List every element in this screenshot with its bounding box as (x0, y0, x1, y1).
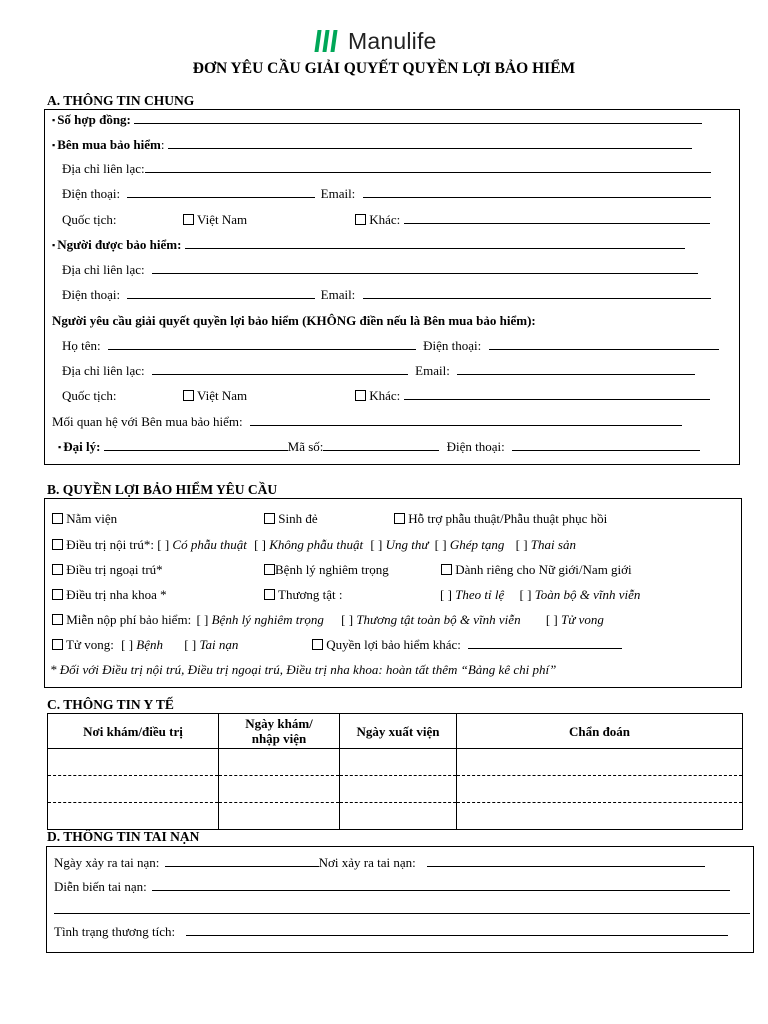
surgery-support-label: Hỗ trợ phẫu thuật/Phẫu thuật phục hồi (408, 511, 608, 526)
owner-vietnam-label: Việt Nam (197, 212, 248, 227)
insured-label: Người được bảo hiểm: (57, 237, 182, 252)
disability-checkbox[interactable] (264, 589, 275, 600)
insured-address-label: Địa chỉ liên lạc: (62, 262, 145, 277)
other-benefit-checkbox[interactable] (312, 639, 323, 650)
benefit-note: * Đối với Điều trị nội trú, Điều trị ngoại trú, Điều trị nha khoa: hoàn tất thêm “Bảng kê chi phí” (50, 662, 557, 677)
other-benefit-label: Quyền lợi bảo hiểm khác: (326, 637, 461, 652)
hospitalization-checkbox[interactable] (52, 513, 63, 524)
bullet: ▪ (52, 115, 56, 125)
column-header: Chẩn đoán (457, 714, 743, 749)
other-benefit-field[interactable] (468, 637, 622, 649)
column-header: Ngày xuất viện (340, 714, 457, 749)
owner-nationality-label: Quốc tịch: (62, 212, 117, 227)
policy-owner-label: Bên mua bảo hiểm (57, 137, 161, 152)
accident-details-field[interactable] (152, 879, 730, 891)
inpatient-checkbox[interactable] (52, 539, 63, 550)
table-cell[interactable] (340, 776, 457, 803)
relationship-field[interactable] (250, 414, 682, 426)
claimant-vietnam-label: Việt Nam (197, 388, 248, 403)
claimant-email-label: Email: (415, 363, 450, 378)
owner-other-nationality-checkbox[interactable] (355, 214, 366, 225)
death-illness-bracket[interactable]: [ ] (121, 637, 134, 652)
without-surgery-bracket[interactable]: [ ] (254, 537, 266, 552)
section-d-heading: D. THÔNG TIN TAI NẠN (47, 829, 200, 844)
contract-no-field[interactable] (134, 112, 702, 124)
table-cell[interactable] (340, 803, 457, 830)
agent-field[interactable] (104, 439, 288, 451)
logo-mark-bar (330, 30, 337, 52)
table-cell[interactable] (457, 803, 743, 830)
claimant-name-label: Họ tên: (62, 338, 101, 353)
gender-specific-checkbox[interactable] (441, 564, 452, 575)
owner-phone-field[interactable] (127, 186, 315, 198)
cancer-label: Ung thư (385, 537, 429, 552)
agent-label: Đại lý: (63, 439, 101, 454)
logo-text: Manulife (348, 27, 437, 54)
claimant-other-label: Khác: (369, 388, 401, 403)
accident-place-field[interactable] (427, 855, 705, 867)
death-accident-label: Tai nạn (199, 637, 239, 652)
outpatient-label: Điều trị ngoại trú* (66, 562, 163, 577)
claimant-nationality-label: Quốc tịch: (62, 388, 117, 403)
claimant-phone-label: Điện thoại: (423, 338, 482, 353)
accident-date-field[interactable] (165, 855, 319, 867)
dental-label: Điều trị nha khoa * (66, 587, 167, 602)
table-cell[interactable] (48, 776, 219, 803)
total-permanent-bracket[interactable]: [ ] (519, 587, 532, 602)
column-header: Ngày khám/ nhập viện (219, 714, 340, 749)
disability-label: Thương tật : (278, 587, 343, 602)
medical-info-table (47, 713, 743, 830)
total-permanent-label: Toàn bộ & vĩnh viễn (534, 587, 641, 602)
agent-phone-field[interactable] (512, 439, 700, 451)
insured-phone-field[interactable] (127, 287, 315, 299)
hospitalization-label: Nằm viện (66, 511, 118, 526)
insured-email-field[interactable] (363, 287, 711, 299)
transplant-label: Ghép tạng (449, 537, 505, 552)
injury-status-label: Tình trạng thương tích: (54, 924, 176, 939)
agent-code-label: Mã số: (287, 439, 324, 454)
accident-details-field-2[interactable] (54, 902, 750, 914)
table-row (48, 803, 743, 830)
premium-waiver-label: Miễn nộp phí bảo hiểm: (66, 612, 192, 627)
table-row (48, 749, 743, 776)
table-cell[interactable] (48, 749, 219, 776)
death-label: Tử vong: (66, 637, 114, 652)
owner-vietnam-checkbox[interactable] (183, 214, 194, 225)
with-surgery-bracket[interactable]: [ ] (157, 537, 170, 552)
with-surgery-label: Có phẫu thuật (172, 537, 247, 552)
section-a-heading: A. THÔNG TIN CHUNG (47, 93, 195, 108)
claimant-address-field[interactable] (152, 363, 408, 375)
premium-waiver-checkbox[interactable] (52, 614, 63, 625)
section-c-heading: C. THÔNG TIN Y TẾ (47, 697, 174, 712)
death-accident-bracket[interactable]: [ ] (184, 637, 197, 652)
waiver-death-bracket[interactable]: [ ] (545, 612, 558, 627)
manulife-logo (316, 28, 437, 54)
waiver-critical-bracket[interactable]: [ ] (196, 612, 209, 627)
inpatient-label: Điều trị nội trú*: (66, 537, 154, 552)
column-header: Nơi khám/điều trị (48, 714, 219, 749)
waiver-tpd-bracket[interactable]: [ ] (341, 612, 354, 627)
without-surgery-label: Không phẫu thuật (269, 537, 364, 552)
relationship-label: Mối quan hệ với Bên mua bảo hiểm: (52, 414, 243, 429)
death-checkbox[interactable] (52, 639, 63, 650)
contract-no-label: Số hợp đồng: (57, 112, 131, 127)
table-cell[interactable] (48, 803, 219, 830)
maternity-checkbox[interactable] (264, 513, 275, 524)
insured-address-field[interactable] (152, 262, 698, 274)
bullet: ▪ (52, 140, 56, 150)
death-illness-label: Bệnh (136, 637, 164, 652)
claimant-name-field[interactable] (108, 338, 416, 350)
table-cell[interactable] (457, 749, 743, 776)
gender-specific-label: Dành riêng cho Nữ giới/Nam giới (455, 562, 632, 577)
accident-place-label: Nơi xảy ra tai nạn: (318, 855, 416, 870)
claimant-heading: Người yêu cầu giải quyết quyền lợi bảo hiểm (KHÔNG điền nếu là Bên mua bảo hiểm): (52, 313, 536, 328)
waiver-critical-label: Bệnh lý nghiêm trọng (211, 612, 324, 627)
owner-email-field[interactable] (363, 186, 711, 198)
table-cell[interactable] (219, 803, 340, 830)
claimant-address-label: Địa chỉ liên lạc: (62, 363, 145, 378)
dental-checkbox[interactable] (52, 589, 63, 600)
claimant-email-field[interactable] (457, 363, 695, 375)
owner-address-field[interactable] (145, 161, 711, 173)
outpatient-checkbox[interactable] (52, 564, 63, 575)
owner-colon: : (160, 137, 165, 152)
owner-email-label: Email: (320, 186, 356, 201)
logo-mark-bar (322, 30, 329, 52)
agent-code-field[interactable] (323, 439, 439, 451)
accident-details-label: Diễn biến tai nạn: (54, 879, 147, 894)
proportional-label: Theo tỉ lệ (455, 587, 505, 602)
proportional-bracket[interactable]: [ ] (440, 587, 452, 602)
maternity-label: Sinh đẻ (278, 511, 318, 526)
critical-illness-checkbox[interactable] (264, 564, 275, 575)
owner-other-label: Khác: (369, 212, 401, 227)
agent-phone-label: Điện thoại: (446, 439, 505, 454)
critical-illness-label: Bệnh lý nghiêm trọng (275, 562, 389, 577)
waiver-tpd-label: Thương tật toàn bộ & vĩnh viễn (356, 612, 521, 627)
owner-phone-label: Điện thoại: (62, 186, 121, 201)
table-cell[interactable] (219, 749, 340, 776)
logo-mark-icon (314, 30, 321, 52)
waiver-death-label: Tử vong (561, 612, 604, 627)
insured-email-label: Email: (320, 287, 356, 302)
claimant-phone-field[interactable] (489, 338, 719, 350)
owner-other-nationality-field[interactable] (404, 212, 710, 224)
pregnancy-bracket[interactable]: [ ] (515, 537, 528, 552)
insured-phone-label: Điện thoại: (62, 287, 121, 302)
pregnancy-label: Thai sản (530, 537, 576, 552)
section-b-heading: B. QUYỀN LỢI BẢO HIỂM YÊU CẦU (47, 482, 278, 497)
insured-field[interactable] (185, 237, 685, 249)
table-cell[interactable] (340, 749, 457, 776)
injury-status-field[interactable] (186, 924, 728, 936)
owner-address-label: Địa chỉ liên lạc: (62, 161, 145, 176)
bullet: ▪ (52, 240, 56, 250)
form-title: ĐƠN YÊU CẦU GIẢI QUYẾT QUYỀN LỢI BẢO HIỂM (192, 60, 576, 77)
policy-owner-field[interactable] (168, 137, 692, 149)
claimant-other-nationality-field[interactable] (404, 388, 710, 400)
claimant-other-nationality-checkbox[interactable] (355, 390, 366, 401)
table-row (48, 776, 743, 803)
claimant-vietnam-checkbox[interactable] (183, 390, 194, 401)
table-cell[interactable] (457, 776, 743, 803)
transplant-bracket[interactable]: [ ] (434, 537, 447, 552)
table-cell[interactable] (219, 776, 340, 803)
accident-date-label: Ngày xảy ra tai nạn: (54, 855, 160, 870)
surgery-support-checkbox[interactable] (394, 513, 405, 524)
cancer-bracket[interactable]: [ ] (370, 537, 383, 552)
bullet: ▪ (58, 442, 62, 452)
